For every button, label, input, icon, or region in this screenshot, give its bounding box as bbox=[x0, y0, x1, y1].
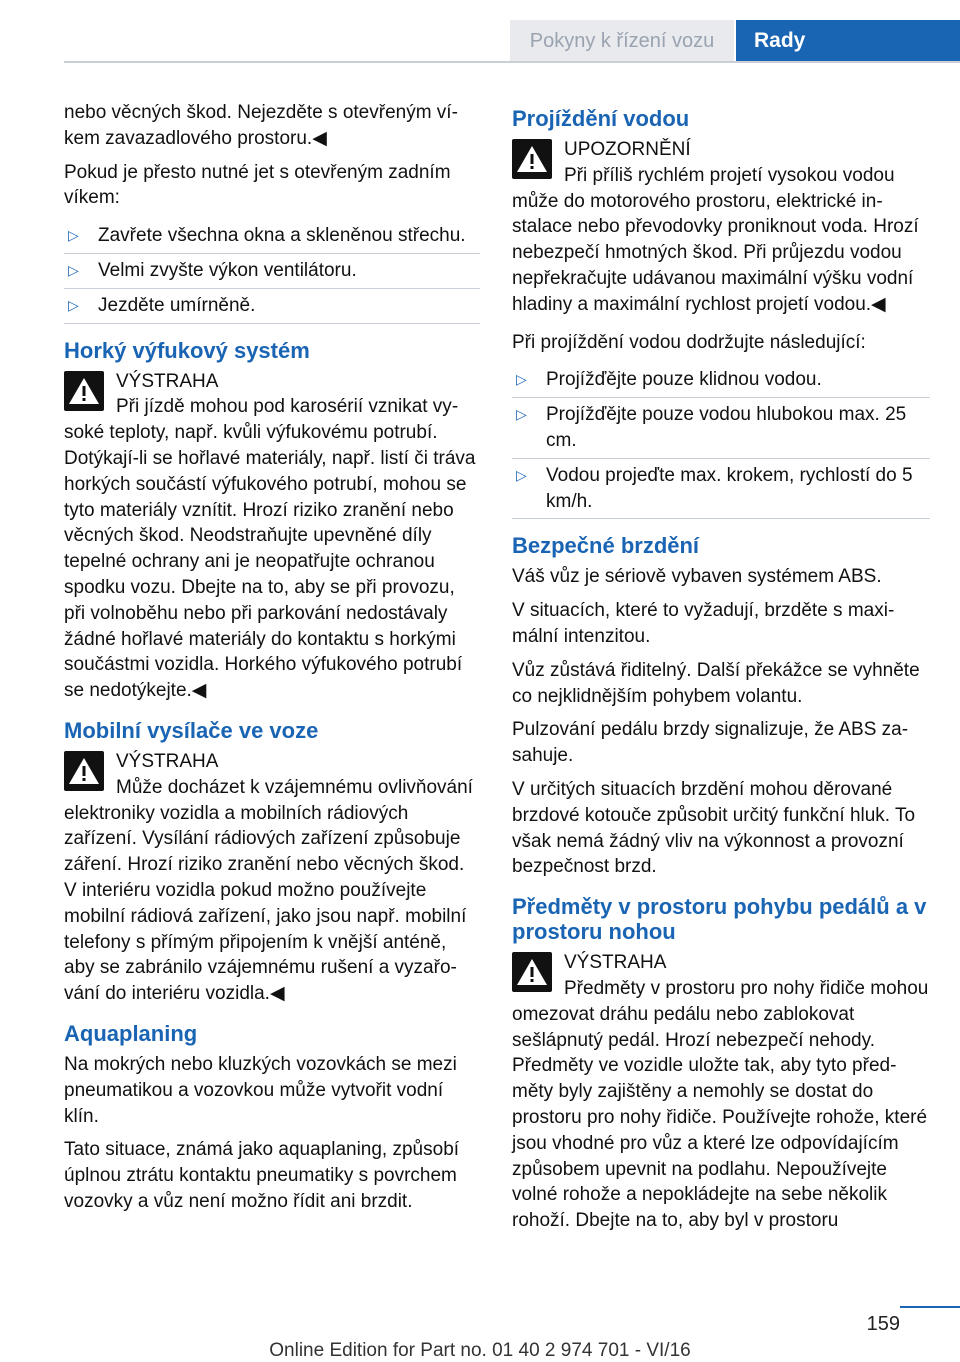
list-item: ▷ Projížďějte pouze vodou hlubokou max. 25 cm. bbox=[512, 398, 930, 459]
paragraph: Na mokrých nebo kluzkých vozovkách se mezi pneumatikou a vozovkou může vytvořit vodní klín. bbox=[64, 1053, 457, 1127]
edition-note: Online Edition for Part no. 01 40 2 974 701 - VI/16 bbox=[269, 1340, 691, 1361]
section-heading: Předměty v prostoru pohybu pedálů a v prostoru nohou bbox=[512, 894, 927, 945]
triangle-bullet-icon: ▷ bbox=[516, 466, 527, 483]
paragraph: V určitých situacích brzdění mohou děrované brzdové kotouče způsobit určitý funkční hluk. To však nemá žádný vliv na výkonnost a provozní bezpečnost brzd. bbox=[512, 778, 916, 878]
warning-block bbox=[64, 369, 480, 704]
section-heading: Bezpečné brzdění bbox=[512, 533, 700, 559]
paragraph: Při projíždění vodou dodržujte následující: bbox=[512, 331, 866, 353]
list-item: ▷ Zavřete všechna okna a skleněnou střechu. bbox=[64, 219, 480, 254]
paragraph: Vůz zůstává řiditelný. Další překážce se vyhněte co nejklidnějším pohybem volantu. bbox=[512, 659, 920, 707]
bullet-list bbox=[512, 363, 930, 519]
paragraph: Pokud je přesto nutné jet s otevřeným zadním víkem: bbox=[64, 161, 451, 209]
left-column bbox=[64, 100, 480, 1223]
warning-text: Může docházet k vzájemnému ovlivňování elektroniky vozidla a mobilních rádiových zařízení. Vysílání rádiových zařízení způsobuje záření. Hrozí riziko zranění nebo věcných škod. V interiéru vozidla pokud možno používejte mobilní rádiová zařízení, jako jsou např. mobilní telefony s přímým připojením k vnější anténě, aby se zabránilo vzájemnému rušení a vyzařování do interiéru vozidla.◀ bbox=[64, 776, 473, 1005]
list-item: ▷ Projížďějte pouze klidnou vodou. bbox=[512, 363, 930, 398]
section-heading: Aquaplaning bbox=[64, 1020, 198, 1046]
warning-block bbox=[512, 950, 930, 1234]
section-heading: Projíždění vodou bbox=[512, 106, 690, 131]
warning-text: Při příliš rychlém projetí vysokou vodou může do motorového prostoru, elektrické instalace nebo převodovky proniknout voda. Hrozí nebezpečí hmotných škod. Při průjezdu vodou nepřekračujte udávanou maximální výšku vodní hladiny a maximální rychlost projetí vodou.◀ bbox=[512, 164, 919, 315]
footer-divider bbox=[900, 1306, 960, 1308]
warning-triangle-icon bbox=[512, 952, 552, 992]
warning-block bbox=[512, 137, 930, 318]
right-column bbox=[512, 100, 930, 1246]
header-divider bbox=[64, 61, 960, 63]
triangle-bullet-icon: ▷ bbox=[68, 261, 79, 278]
warning-title: VÝSTRAHA bbox=[116, 370, 219, 392]
triangle-bullet-icon: ▷ bbox=[516, 406, 527, 423]
triangle-bullet-icon: ▷ bbox=[516, 371, 527, 388]
paragraph: Váš vůz je sériově vybaven systémem ABS. bbox=[512, 566, 882, 588]
header-chapter-tab: Rady bbox=[736, 20, 960, 62]
warning-text: Předměty v prostoru pro nohy řidiče mohou omezovat dráhu pedálu nebo zablokovat sešlápnutý pedál. Hrozí nebezpečí nehody. Předměty ve vozidle uložte tak, aby tyto předměty byly zajištěny a nemohly se dostat do prostoru pro nohy řidiče. Používejte rohože, které jsou vhodné pro vůz a které lze odpovídajícím způsobem upevnit na podlahu. Nepoužívejte volné rohože a nepokládejte na sebe několik rohoží. Dbejte na to, aby byl v prostoru bbox=[512, 977, 929, 1232]
warning-title: UPOZORNĚNÍ bbox=[564, 139, 691, 160]
warning-triangle-icon bbox=[64, 751, 104, 791]
list-item: ▷ Velmi zvyšte výkon ventilátoru. bbox=[64, 254, 480, 289]
warning-triangle-icon bbox=[64, 371, 104, 411]
warning-title: VÝSTRAHA bbox=[564, 952, 667, 974]
paragraph: V situacích, které to vyžadují, brzděte s maximální intenzitou. bbox=[512, 600, 895, 647]
paragraph: Pulzování pedálu brzdy signalizuje, že ABS zasahuje. bbox=[512, 719, 909, 767]
bullet-list bbox=[64, 219, 480, 323]
list-item: ▷ Jezděte umírněně. bbox=[64, 289, 480, 324]
page-number: 159 bbox=[866, 1313, 900, 1335]
section-heading: Horký výfukový systém bbox=[64, 337, 310, 363]
warning-block bbox=[64, 749, 480, 1007]
paragraph: Tato situace, známá jako aquaplaning, způsobí úplnou ztrátu kontaktu pneumatiky s povrchem vozovky a vůz není možno řídit ani brzdit. bbox=[64, 1139, 460, 1212]
warning-title: VÝSTRAHA bbox=[116, 750, 219, 772]
triangle-bullet-icon: ▷ bbox=[68, 296, 79, 313]
warning-text: Při jízdě mohou pod karosérií vznikat vysoké teploty, např. kvůli výfukovému potrubí. Dotýkají-li se hořlavé materiály, např. listí či tráva horkých součástí výfukového potrubí, mohou se tyto materiály vznítit. Hrozí riziko zranění nebo věcných škod. Neodstraňujte upevněné díly tepelné ochrany ani je neopatřujte ochranou spodku vozu. Dbejte na to, aby se při provozu, při volnoběhu nebo při parkování nedostávaly žádné hořlavé materiály do kontaktu s horkými součástmi vozidla. Horkého výfukového potrubí se nedotýkejte.◀ bbox=[64, 396, 476, 702]
paragraph: nebo věcných škod. Nejezděte s otevřeným víkem zavazadlového prostoru.◀ bbox=[64, 102, 458, 149]
triangle-bullet-icon: ▷ bbox=[68, 227, 79, 244]
section-heading: Mobilní vysílače ve voze bbox=[64, 717, 319, 743]
header-section-tab: Pokyny k řízení vozu bbox=[510, 20, 734, 62]
list-item: ▷ Vodou projeďte max. krokem, rychlostí do 5 km/h. bbox=[512, 459, 930, 520]
warning-triangle-icon bbox=[512, 139, 552, 179]
